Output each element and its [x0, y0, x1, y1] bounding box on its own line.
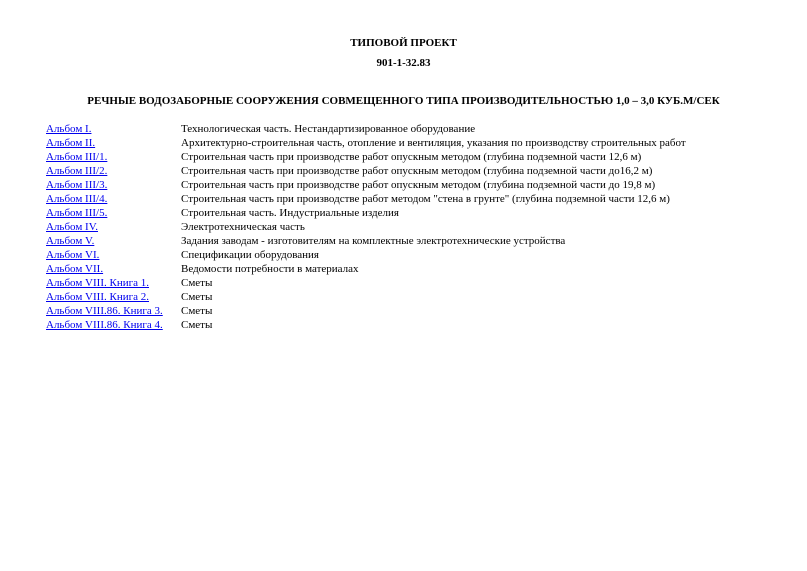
- album-description: Строительная часть при производстве работ опускным методом (глубина подземной части 12,6 м): [181, 151, 642, 163]
- album-row: [46, 178, 786, 192]
- album-row: [46, 290, 786, 304]
- album-link[interactable]: Альбом III/5.: [46, 207, 108, 219]
- album-description: Спецификации оборудования: [181, 249, 319, 261]
- album-description: Сметы: [181, 319, 213, 331]
- album-link[interactable]: Альбом VII.: [46, 263, 104, 275]
- album-description: Строительная часть при производстве работ опускным методом (глубина подземной части до 19,8 м): [181, 179, 656, 191]
- album-link[interactable]: Альбом III/2.: [46, 165, 108, 177]
- album-row: [46, 248, 786, 262]
- project-code-heading: 901-1-32.83: [376, 57, 431, 69]
- album-row: [46, 234, 786, 248]
- album-row: [46, 304, 786, 318]
- album-link[interactable]: Альбом III/3.: [46, 179, 108, 191]
- album-description: Строительная часть. Индустриальные изделия: [181, 207, 399, 219]
- album-link[interactable]: Альбом IV.: [46, 221, 98, 233]
- album-link[interactable]: Альбом VIII.86. Книга 3.: [46, 305, 163, 317]
- album-description: Электротехническая часть: [181, 221, 305, 233]
- album-description: Сметы: [181, 305, 213, 317]
- album-row: [46, 136, 786, 150]
- album-link[interactable]: Альбом V.: [46, 235, 95, 247]
- project-type-heading: ТИПОВОЙ ПРОЕКТ: [350, 37, 457, 49]
- album-description: Задания заводам - изготовителям на комплектные электротехнические устройства: [181, 235, 566, 247]
- album-list: [46, 122, 786, 332]
- project-title-heading: РЕЧНЫЕ ВОДОЗАБОРНЫЕ СООРУЖЕНИЯ СОВМЕЩЕННОГО ТИПА ПРОИЗВОДИТЕЛЬНОСТЬЮ 1,0 – 3,0 КУБ.М/СЕК: [87, 95, 720, 107]
- album-link[interactable]: Альбом I.: [46, 123, 92, 135]
- album-link[interactable]: Альбом VIII.86. Книга 4.: [46, 319, 163, 331]
- album-link[interactable]: Альбом III/1.: [46, 151, 108, 163]
- album-description: Строительная часть при производстве работ методом "стена в грунте" (глубина подземной части 12,6 м): [181, 193, 670, 205]
- album-description: Сметы: [181, 277, 213, 289]
- album-row: [46, 262, 786, 276]
- album-link[interactable]: Альбом VI.: [46, 249, 100, 261]
- album-description: Строительная часть при производстве работ опускным методом (глубина подземной части до16,2 м): [181, 165, 653, 177]
- album-row: [46, 206, 786, 220]
- album-link[interactable]: Альбом III/4.: [46, 193, 108, 205]
- album-link[interactable]: Альбом VIII. Книга 1.: [46, 277, 149, 289]
- album-row: [46, 276, 786, 290]
- album-row: [46, 318, 786, 332]
- album-row: [46, 122, 786, 136]
- album-description: Сметы: [181, 291, 213, 303]
- album-description: Ведомости потребности в материалах: [181, 263, 359, 275]
- album-row: [46, 164, 786, 178]
- album-row: [46, 192, 786, 206]
- album-row: [46, 150, 786, 164]
- album-link[interactable]: Альбом VIII. Книга 2.: [46, 291, 149, 303]
- album-description: Технологическая часть. Нестандартизированное оборудование: [181, 123, 476, 135]
- album-row: [46, 220, 786, 234]
- album-link[interactable]: Альбом II.: [46, 137, 96, 149]
- album-description: Архитектурно-строительная часть, отопление и вентиляция, указания по производству строительных работ: [181, 137, 686, 149]
